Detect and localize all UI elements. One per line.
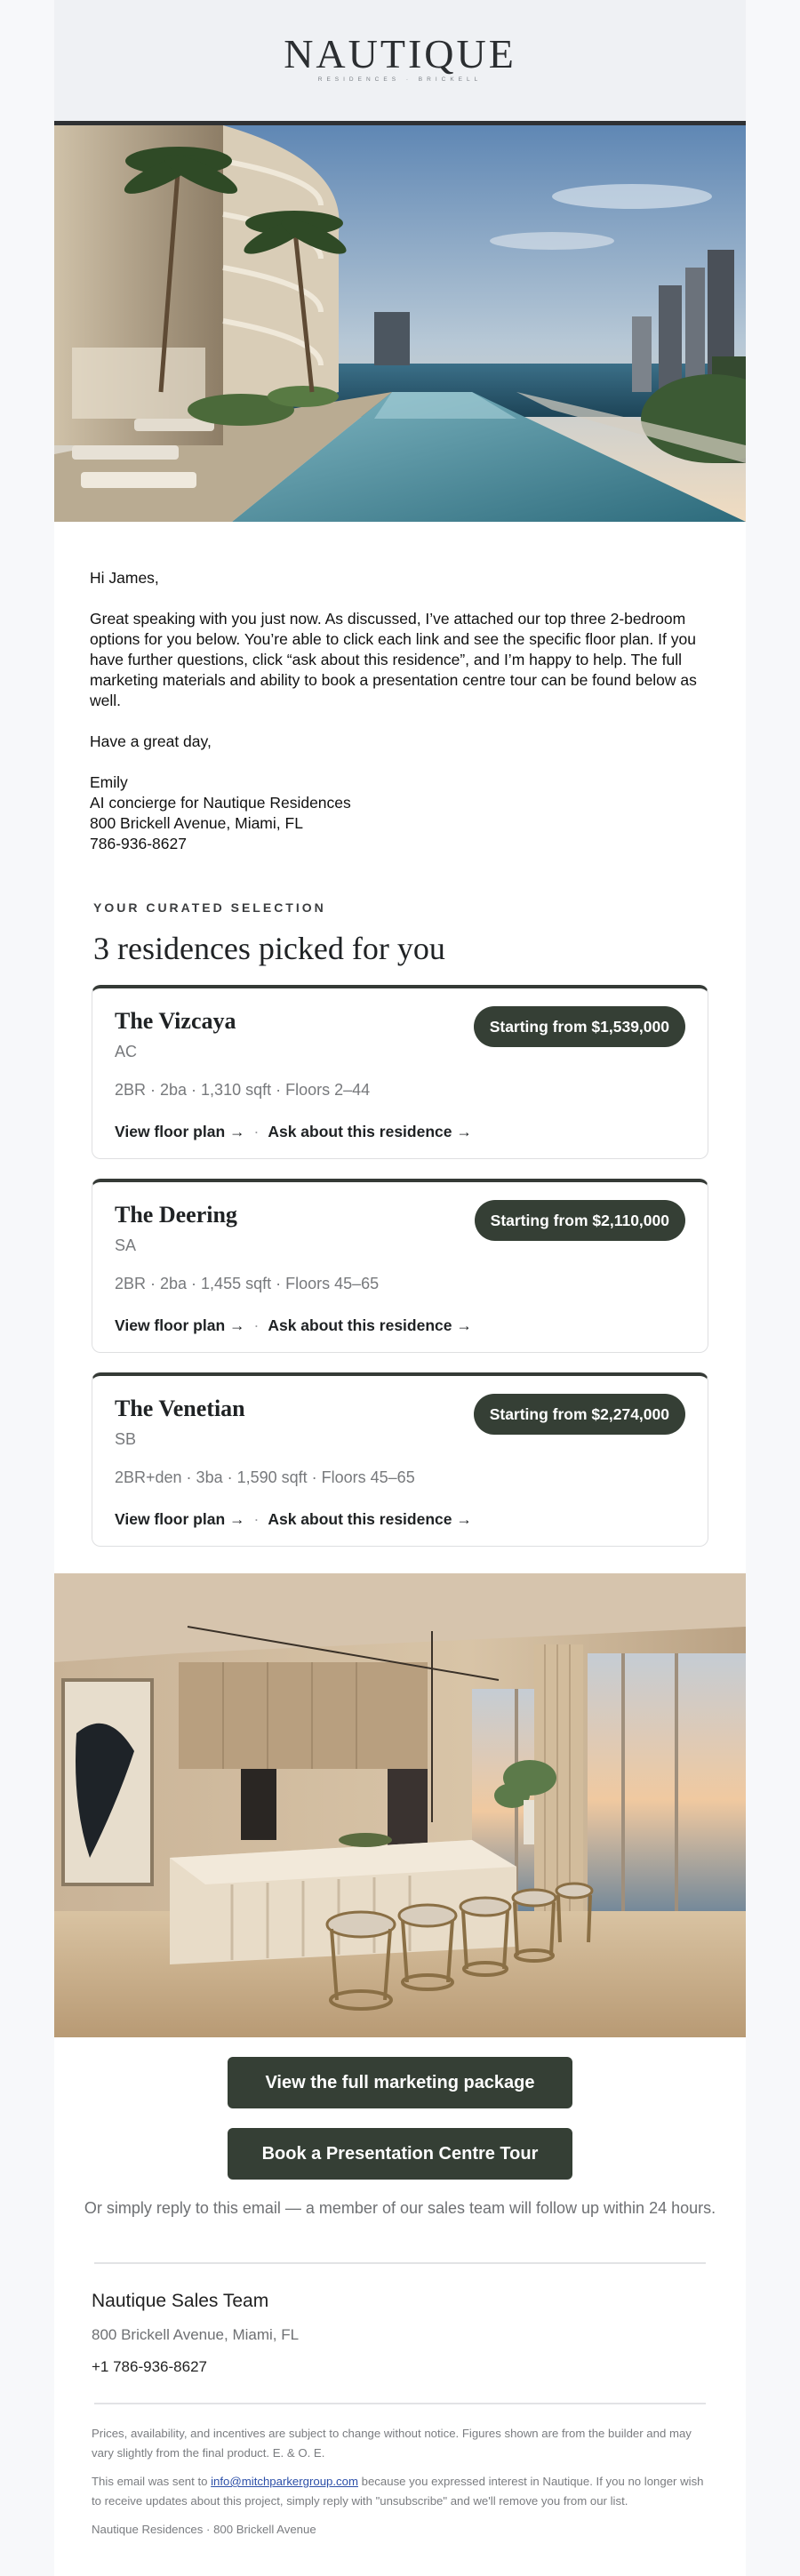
ask-residence-link[interactable]: Ask about this residence →: [268, 1123, 472, 1140]
fine-print: [54, 2404, 746, 2540]
sig-name: Emily: [90, 773, 128, 791]
email-body: [54, 0, 746, 2576]
letter-body: [54, 522, 746, 854]
residence-specs: 2BR · 2ba · 1,310 sqft · Floors 2–44: [115, 1081, 371, 1099]
ask-residence-link[interactable]: Ask about this residence →: [268, 1510, 472, 1528]
letter-paragraph: Great speaking with you just now. As discussed, I’ve attached our top three 2-bedroom options for you below. You’re able to click each link and see the specific floor plan. If you have further questions, click “ask about this residence”, and I’m happy to help. The full marketing materials and ability to book a presentation centre tour can be found below as well.: [90, 610, 697, 709]
residence-specs: 2BR · 2ba · 1,455 sqft · Floors 45–65: [115, 1275, 380, 1292]
cta-section: [54, 2037, 746, 2218]
residence-card: [92, 1372, 708, 1547]
residence-links: [115, 1123, 685, 1141]
residence-links: [115, 1316, 685, 1335]
price-badge: Starting from $2,274,000: [474, 1394, 685, 1435]
section-title: 3 residences picked for you: [93, 931, 445, 966]
team-phone[interactable]: +1 786-936-8627: [92, 2358, 207, 2375]
recipient-email-link[interactable]: info@mitchparkergroup.com: [211, 2475, 358, 2488]
residence-links: [115, 1510, 685, 1529]
residence-name: The Vizcaya: [115, 1008, 236, 1034]
brand-tagline: RESIDENCES · BRICKELL: [317, 76, 483, 83]
link-separator: ·: [253, 1123, 260, 1140]
marketing-package-button[interactable]: View the full marketing package: [228, 2057, 572, 2108]
sig-address: 800 Brickell Avenue, Miami, FL: [90, 814, 303, 832]
residence-card: [92, 985, 708, 1159]
link-separator: ·: [253, 1510, 260, 1528]
view-floor-plan-link[interactable]: View floor plan →: [115, 1123, 245, 1140]
residence-code: AC: [115, 1043, 138, 1060]
email-header: [54, 0, 746, 121]
view-floor-plan-link[interactable]: View floor plan →: [115, 1510, 245, 1528]
ask-residence-link[interactable]: Ask about this residence →: [268, 1316, 472, 1334]
sig-title: AI concierge for Nautique Residences: [90, 794, 351, 812]
unsubscribe-note: [92, 2472, 708, 2511]
sales-team-block: [54, 2264, 746, 2376]
view-floor-plan-link[interactable]: View floor plan →: [115, 1316, 245, 1334]
residence-specs: 2BR+den · 3ba · 1,590 sqft · Floors 45–65: [115, 1468, 415, 1486]
residence-code: SB: [115, 1430, 137, 1448]
price-badge: Starting from $1,539,000: [474, 1006, 685, 1047]
link-separator: ·: [253, 1316, 260, 1334]
sig-phone: 786-936-8627: [90, 835, 187, 852]
team-name: Nautique Sales Team: [92, 2291, 269, 2311]
hero-illustration: [54, 125, 746, 522]
hero-pool-image: [54, 121, 746, 522]
price-badge: Starting from $2,110,000: [475, 1200, 685, 1241]
sent-prefix: This email was sent to: [92, 2475, 212, 2488]
footer-address: Nautique Residences · 800 Brickell Avenue: [92, 2523, 316, 2536]
greeting: Hi James,: [90, 569, 159, 587]
closing: Have a great day,: [90, 732, 212, 750]
team-address: 800 Brickell Avenue, Miami, FL: [92, 2326, 300, 2343]
curated-selection: [54, 854, 746, 1547]
kitchen-illustration: [54, 1573, 746, 2037]
kitchen-image: [54, 1573, 746, 2037]
residence-code: SA: [115, 1236, 137, 1254]
sent-suffix: because you expressed interest in Nautique. If you no longer wish to receive updates about this project, simply reply with "unsubscribe" and we'll remove you from our list.: [92, 2475, 704, 2508]
residence-name: The Venetian: [115, 1396, 245, 1421]
brand-logo: NAUTIQUE: [284, 31, 516, 76]
disclaimer: Prices, availability, and incentives are subject to change without notice. Figures shown are from the builder and may vary slightly from the final product. E. & O. E.: [92, 2427, 692, 2460]
residence-name: The Deering: [115, 1202, 237, 1228]
reply-note: Or simply reply to this email — a member of our sales team will follow up within 24 hours.: [84, 2199, 716, 2217]
book-tour-button[interactable]: Book a Presentation Centre Tour: [228, 2128, 572, 2180]
section-eyebrow: YOUR CURATED SELECTION: [93, 900, 326, 915]
residence-card: [92, 1179, 708, 1353]
